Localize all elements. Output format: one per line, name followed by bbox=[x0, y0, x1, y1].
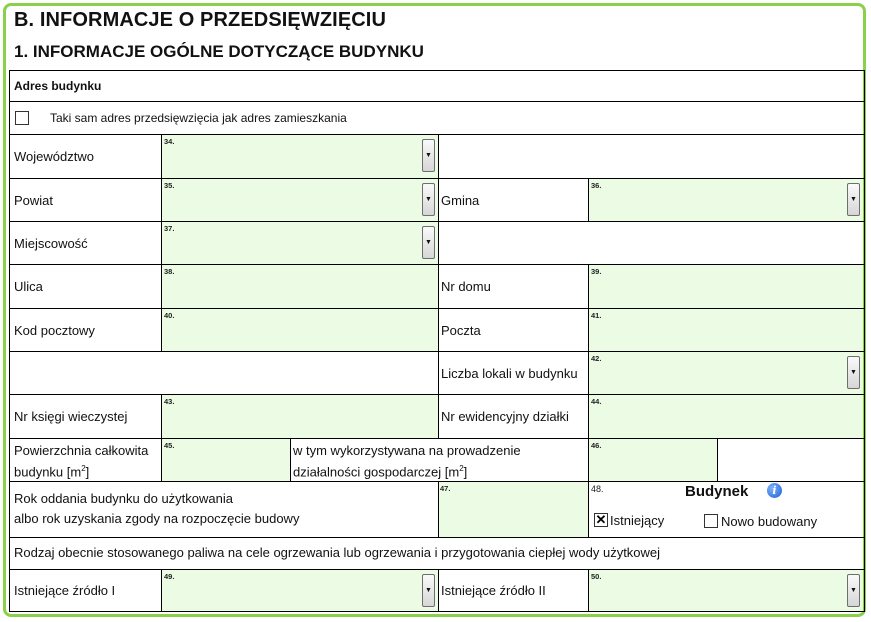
info-icon[interactable]: i bbox=[767, 483, 782, 498]
powiat-label: Powiat bbox=[14, 193, 54, 208]
field-number-39: 39. bbox=[591, 267, 602, 276]
nr-ksiegi-label: Nr księgi wieczystej bbox=[14, 409, 128, 424]
zrodlo-1-field[interactable] bbox=[162, 570, 438, 611]
field-number-38: 38. bbox=[164, 267, 175, 276]
rok-oddania-line1: Rok oddania budynku do użytkowania bbox=[14, 491, 233, 506]
miejscowosc-field[interactable] bbox=[162, 222, 438, 264]
section-title: B. INFORMACJE O PRZEDSIĘWZIĘCIU bbox=[14, 9, 387, 31]
zrodlo-2-label: Istniejące źródło II bbox=[441, 583, 546, 598]
powierzchnia-dzialalnosc-line2: działalności gospodarczej $[m^2]$ bbox=[293, 464, 468, 480]
field-number-36: 36. bbox=[591, 181, 602, 190]
kod-pocztowy-field[interactable] bbox=[162, 309, 438, 351]
budynek-title: Budynek bbox=[685, 483, 749, 500]
ulica-label: Ulica bbox=[14, 279, 43, 294]
zrodlo-2-dropdown-button[interactable] bbox=[847, 574, 860, 607]
budynek-existing-checkbox[interactable] bbox=[594, 513, 608, 527]
field-number-49: 49. bbox=[164, 572, 175, 581]
chevron-down-icon: ▼ bbox=[850, 369, 857, 376]
budynek-new-label: Nowo budowany bbox=[721, 514, 818, 529]
chevron-down-icon: ▼ bbox=[850, 196, 857, 203]
field-number-46: 46. bbox=[591, 441, 602, 450]
powierzchnia-dzialalnosc-field[interactable] bbox=[589, 439, 717, 481]
powierzchnia-label-line2: budynku $[m^2]$ bbox=[14, 464, 90, 480]
powiat-dropdown-button[interactable] bbox=[422, 183, 435, 216]
budynek-new-checkbox[interactable] bbox=[704, 514, 718, 528]
chevron-down-icon: ▼ bbox=[850, 587, 857, 594]
ulica-field[interactable] bbox=[162, 265, 438, 308]
chevron-down-icon: ▼ bbox=[425, 196, 432, 203]
wojewodztwo-dropdown-button[interactable] bbox=[422, 139, 435, 172]
field-number-44: 44. bbox=[591, 397, 602, 406]
nr-dzialki-label: Nr ewidencyjny działki bbox=[441, 409, 569, 424]
gmina-field[interactable] bbox=[589, 179, 863, 221]
kod-pocztowy-label: Kod pocztowy bbox=[14, 323, 95, 338]
field-number-34: 34. bbox=[164, 137, 175, 146]
zrodlo-1-dropdown-button[interactable] bbox=[422, 574, 435, 607]
budynek-existing-label: Istniejący bbox=[610, 513, 665, 528]
field-number-37: 37. bbox=[164, 224, 175, 233]
wojewodztwo-field[interactable] bbox=[162, 135, 438, 178]
field-number-35: 35. bbox=[164, 181, 175, 190]
same-address-checkbox[interactable] bbox=[15, 111, 29, 125]
gmina-dropdown-button[interactable] bbox=[847, 183, 860, 216]
chevron-down-icon: ▼ bbox=[425, 152, 432, 159]
poczta-field[interactable] bbox=[589, 309, 863, 351]
liczba-lokali-label: Liczba lokali w budynku bbox=[441, 366, 578, 381]
field-number-40: 40. bbox=[164, 311, 175, 320]
liczba-lokali-dropdown-button[interactable] bbox=[847, 356, 860, 389]
field-number-45: 45. bbox=[164, 441, 175, 450]
rok-oddania-line2: albo rok uzyskania zgody na rozpoczęcie budowy bbox=[14, 511, 300, 526]
building-info-grid bbox=[9, 70, 865, 612]
fuel-heading: Rodzaj obecnie stosowanego paliwa na cele ogrzewania lub ogrzewania i przygotowania ciepłej wody użytkowej bbox=[14, 545, 661, 560]
chevron-down-icon: ▼ bbox=[425, 239, 432, 246]
field-number-41: 41. bbox=[591, 311, 602, 320]
powierzchnia-label-line1: Powierzchnia całkowita bbox=[14, 443, 149, 458]
rok-oddania-label bbox=[14, 489, 299, 529]
poczta-label: Poczta bbox=[441, 323, 481, 338]
liczba-lokali-field[interactable] bbox=[589, 352, 863, 394]
zrodlo-1-label: Istniejące źródło I bbox=[14, 583, 116, 598]
field-number-47: 47. bbox=[440, 484, 451, 493]
powierzchnia-field[interactable] bbox=[162, 439, 290, 481]
powierzchnia-label bbox=[14, 442, 148, 481]
nr-domu-field[interactable] bbox=[589, 265, 863, 308]
chevron-down-icon: ▼ bbox=[425, 587, 432, 594]
powiat-field[interactable] bbox=[162, 179, 438, 221]
nr-ksiegi-field[interactable] bbox=[162, 395, 438, 438]
check-mark-icon: ✕ bbox=[595, 512, 607, 527]
subsection-title: 1. INFORMACJE OGÓLNE DOTYCZĄCE BUDYNKU bbox=[14, 42, 424, 61]
address-heading: Adres budynku bbox=[14, 79, 102, 93]
miejscowosc-label: Miejscowość bbox=[14, 236, 88, 251]
powierzchnia-dzialalnosc-line1: w tym wykorzystywana na prowadzenie bbox=[293, 443, 521, 458]
field-number-50: 50. bbox=[591, 572, 602, 581]
miejscowosc-dropdown-button[interactable] bbox=[422, 226, 435, 259]
gmina-label: Gmina bbox=[441, 193, 480, 208]
powierzchnia-dzialalnosc-label bbox=[293, 442, 521, 481]
rok-oddania-field[interactable] bbox=[438, 482, 588, 537]
same-address-label: Taki sam adres przedsięwzięcia jak adres zamieszkania bbox=[50, 111, 347, 125]
field-number-43: 43. bbox=[164, 397, 175, 406]
nr-dzialki-field[interactable] bbox=[589, 395, 863, 438]
wojewodztwo-label: Województwo bbox=[14, 149, 94, 164]
zrodlo-2-field[interactable] bbox=[589, 570, 863, 611]
nr-domu-label: Nr domu bbox=[441, 279, 491, 294]
field-number-42: 42. bbox=[591, 354, 602, 363]
field-number-48: 48. bbox=[591, 484, 604, 494]
